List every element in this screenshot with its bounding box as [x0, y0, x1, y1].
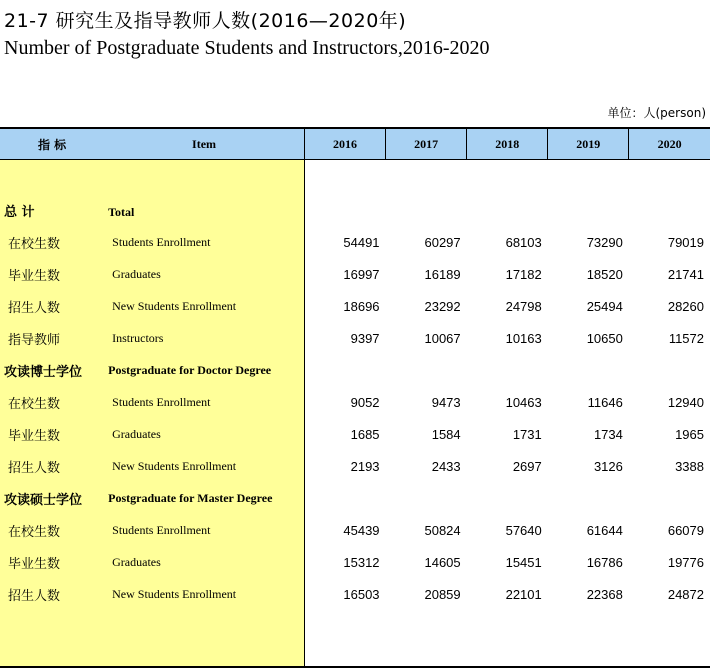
row-label-en: New Students Enrollment: [104, 578, 304, 610]
table-cell-value: [548, 354, 629, 386]
table-cell-value: 18696: [343, 298, 380, 314]
row-label-en: Graduates: [104, 418, 304, 450]
table-cell-value: [467, 482, 548, 514]
row-label-en: Students Enrollment: [104, 386, 304, 418]
table-cell-value: 25494: [586, 298, 623, 314]
row-label-en: Postgraduate for Doctor Degree: [104, 354, 304, 386]
table-cell-value: 73290: [586, 234, 623, 250]
page-title-english: Number of Postgraduate Students and Instructors,2016-2020: [4, 37, 490, 59]
row-label-cn: 总 计: [0, 160, 104, 227]
table-cell-value: [467, 354, 548, 386]
row-label-cn: 在校生数: [0, 514, 104, 546]
row-label-en: Graduates: [104, 546, 304, 578]
table-cell-value: [629, 354, 710, 386]
table-cell-value: 20859: [424, 586, 461, 602]
table-row: [0, 258, 710, 290]
table-cell-value: 1965: [675, 426, 704, 442]
row-label-cn: 攻读硕士学位: [0, 482, 104, 514]
table-cell-value: 18520: [586, 266, 623, 282]
table-row: [0, 546, 710, 578]
table-cell-value: 57640: [505, 522, 542, 538]
table-row: [0, 450, 710, 482]
table-cell-value: 1685: [350, 426, 380, 442]
table-cell-value: 28260: [667, 298, 704, 314]
table-cell-value: 2697: [512, 458, 542, 474]
header-year: 2017: [386, 128, 467, 160]
table-cell-value: 12940: [667, 394, 704, 410]
table-cell-value: 24798: [505, 298, 542, 314]
table-cell-value: [304, 482, 385, 514]
table-cell-value: 79019: [667, 234, 704, 250]
table-cell-value: 19776: [667, 554, 704, 570]
header-year: 2019: [548, 128, 629, 160]
table-cell-value: 54491: [343, 234, 380, 250]
table-cell-value: [548, 482, 629, 514]
table-cell-value: 17182: [505, 266, 542, 282]
table-cell-value: [386, 160, 467, 227]
table-cell-value: 23292: [424, 298, 461, 314]
table-cell-value: [548, 160, 629, 227]
row-label-en: Instructors: [104, 322, 304, 354]
table-cell-value: 22101: [505, 586, 542, 602]
table-cell-value: [467, 160, 548, 227]
header-item-cn: 指 标: [0, 128, 104, 160]
table-cell-value: 10067: [424, 330, 461, 346]
row-label-cn: 毕业生数: [0, 546, 104, 578]
table-cell-value: 14605: [424, 554, 461, 570]
row-label-cn: 在校生数: [0, 226, 104, 258]
page-title-chinese: 21-7 研究生及指导教师人数(2016—2020年): [4, 10, 407, 32]
table-cell-value: 9052: [350, 394, 380, 410]
table-group-row: [0, 354, 710, 386]
unit-label: 单位：人(person): [607, 106, 706, 120]
table-footer-row: [0, 610, 710, 667]
header-item-en: Item: [104, 128, 304, 160]
table-group-row: [0, 160, 710, 227]
table-cell-value: [629, 482, 710, 514]
table-cell-value: 68103: [505, 234, 542, 250]
table-header-row: [0, 128, 710, 160]
row-label-en: Graduates: [104, 258, 304, 290]
table-cell-value: 24872: [667, 586, 704, 602]
row-label-cn: 毕业生数: [0, 258, 104, 290]
row-label-en: Students Enrollment: [104, 514, 304, 546]
table-cell-value: 16503: [343, 586, 380, 602]
row-label-cn: 指导教师: [0, 322, 104, 354]
table-cell-value: 2433: [431, 458, 461, 474]
table-cell-empty: [304, 610, 385, 667]
table-cell-value: 11572: [668, 330, 704, 346]
row-label-en: New Students Enrollment: [104, 290, 304, 322]
row-label-en: Total: [104, 160, 304, 227]
row-label-cn: 攻读博士学位: [0, 354, 104, 386]
table-row: [0, 386, 710, 418]
table-cell-value: 2193: [350, 458, 380, 474]
table-cell-value: 3126: [593, 458, 623, 474]
table-row: [0, 226, 710, 258]
table-cell-value: 1734: [593, 426, 623, 442]
table-cell-value: 61644: [586, 522, 623, 538]
table-row: [0, 322, 710, 354]
table-cell-value: 16997: [343, 266, 380, 282]
row-label-cn: 在校生数: [0, 386, 104, 418]
table-cell-value: 3388: [675, 458, 704, 474]
header-year: 2020: [629, 128, 710, 160]
table-cell-empty: [104, 610, 304, 667]
table-cell-value: [304, 160, 385, 227]
table-cell-empty: [548, 610, 629, 667]
table-cell-value: 9473: [431, 394, 461, 410]
table-cell-value: 16189: [424, 266, 461, 282]
table-row: [0, 290, 710, 322]
row-label-cn: 招生人数: [0, 290, 104, 322]
table-cell-value: 15312: [343, 554, 380, 570]
table-cell-empty: [467, 610, 548, 667]
table-row: [0, 418, 710, 450]
row-label-en: New Students Enrollment: [104, 450, 304, 482]
table-cell-value: 9397: [350, 330, 380, 346]
table-cell-value: 22368: [586, 586, 623, 602]
header-year: 2016: [304, 128, 385, 160]
row-label-en: Students Enrollment: [104, 226, 304, 258]
table-row: [0, 514, 710, 546]
table-cell-value: 11646: [587, 394, 623, 410]
table-cell-empty: [629, 610, 710, 667]
table-cell-empty: [0, 610, 104, 667]
table-cell-value: 10163: [505, 330, 542, 346]
table-cell-value: 60297: [424, 234, 461, 250]
table-cell-value: 16786: [586, 554, 623, 570]
row-label-cn: 招生人数: [0, 450, 104, 482]
table-row: [0, 578, 710, 610]
row-label-cn: 毕业生数: [0, 418, 104, 450]
header-year: 2018: [467, 128, 548, 160]
table-cell-value: 10650: [586, 330, 623, 346]
table-cell-value: [304, 354, 385, 386]
row-label-en: Postgraduate for Master Degree: [104, 482, 304, 514]
table-cell-value: 45439: [343, 522, 380, 538]
table-cell-value: [386, 482, 467, 514]
statistics-table: [0, 127, 710, 668]
table-cell-value: 1731: [512, 426, 542, 442]
table-cell-value: 21741: [667, 266, 704, 282]
row-label-cn: 招生人数: [0, 578, 104, 610]
table-cell-value: [386, 354, 467, 386]
table-cell-value: 66079: [667, 522, 704, 538]
table-cell-value: 50824: [424, 522, 461, 538]
table-cell-value: 10463: [505, 394, 542, 410]
table-cell-value: [629, 160, 710, 227]
table-group-row: [0, 482, 710, 514]
table-cell-value: 1584: [431, 426, 461, 442]
table-cell-empty: [386, 610, 467, 667]
table-cell-value: 15451: [505, 554, 542, 570]
